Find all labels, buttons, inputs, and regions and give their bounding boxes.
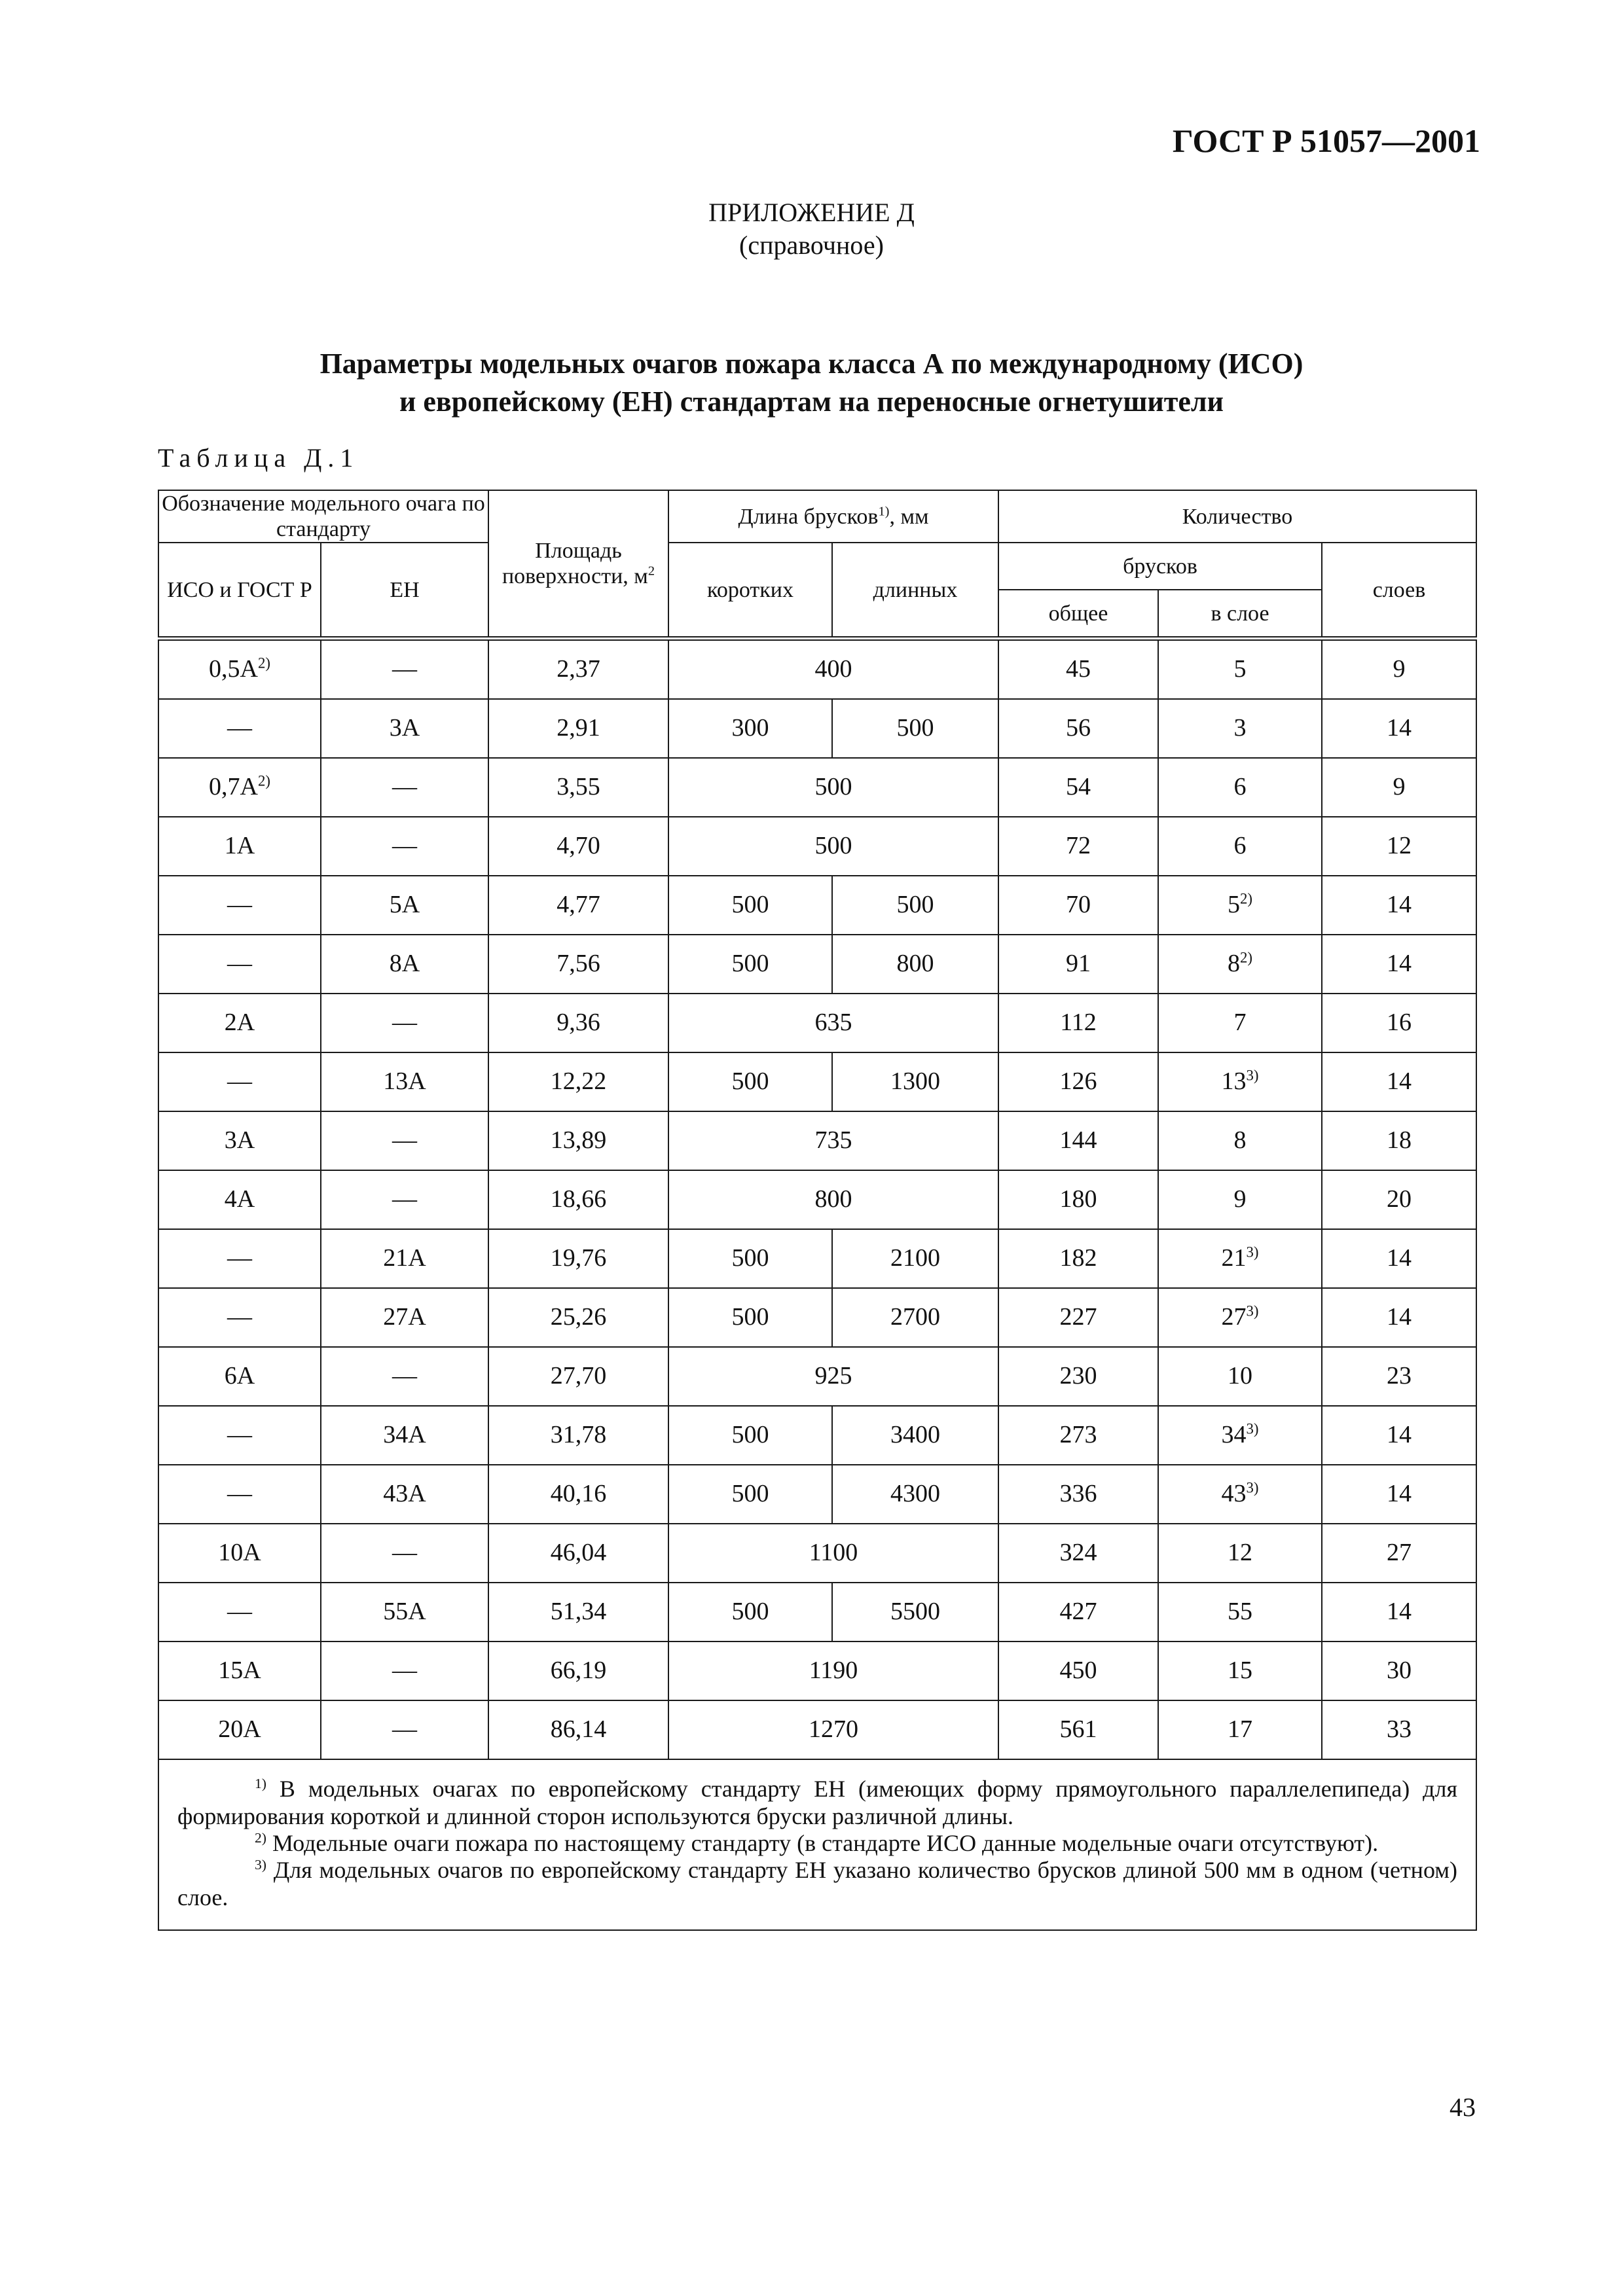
cell-en: 34А <box>321 1406 488 1465</box>
cell-total: 561 <box>998 1700 1158 1759</box>
table-row <box>158 758 1476 817</box>
cell-length: 1270 <box>668 1700 998 1759</box>
cell-layers: 14 <box>1322 876 1476 935</box>
table-row <box>158 1288 1476 1347</box>
cell-total: 70 <box>998 876 1158 935</box>
cell-in-layer: 8 <box>1158 1111 1322 1170</box>
footnote-1: $^{1)}$ В модельных очагах по европейскому стандарту ЕН (имеющих форму прямоугольного параллелепипеда) для формирования короткой и длинной сторон используются бруски различной длины. <box>177 1776 1458 1829</box>
table-row <box>158 817 1476 876</box>
cell-layers: 14 <box>1322 935 1476 994</box>
cell-area: 27,70 <box>488 1347 668 1406</box>
cell-area: 51,34 <box>488 1583 668 1641</box>
cell-in-layer: 6 <box>1158 758 1322 817</box>
cell-en: 55А <box>321 1583 488 1641</box>
table-body <box>158 639 1476 1760</box>
cell-in-layer: 9 <box>1158 1170 1322 1229</box>
table-row <box>158 1524 1476 1583</box>
cell-en: — <box>321 1700 488 1759</box>
cell-layers: 30 <box>1322 1641 1476 1700</box>
cell-iso-gost: — <box>158 876 321 935</box>
cell-in-layer: 10 <box>1158 1347 1322 1406</box>
cell-in-layer: 5 <box>1158 639 1322 700</box>
cell-total: 324 <box>998 1524 1158 1583</box>
cell-en: 27А <box>321 1288 488 1347</box>
cell-area: 19,76 <box>488 1229 668 1288</box>
cell-in-layer: 12 <box>1158 1524 1322 1583</box>
cell-iso-gost: 15А <box>158 1641 321 1700</box>
cell-area: 4,70 <box>488 817 668 876</box>
cell-in-layer: 15 <box>1158 1641 1322 1700</box>
cell-short: 500 <box>668 935 832 994</box>
cell-in-layer: 3 <box>1158 699 1322 758</box>
cell-length: 925 <box>668 1347 998 1406</box>
cell-area: 7,56 <box>488 935 668 994</box>
cell-en: — <box>321 639 488 700</box>
cell-short: 500 <box>668 1288 832 1347</box>
cell-layers: 33 <box>1322 1700 1476 1759</box>
cell-long: 500 <box>832 876 998 935</box>
cell-iso-gost: 1А <box>158 817 321 876</box>
header-quantity: Количество <box>998 490 1476 543</box>
cell-en: — <box>321 817 488 876</box>
footnotes <box>158 1759 1476 1930</box>
cell-iso-gost: 2А <box>158 994 321 1052</box>
cell-en: — <box>321 758 488 817</box>
cell-en: 13А <box>321 1052 488 1111</box>
cell-short: 500 <box>668 1465 832 1524</box>
cell-iso-gost: — <box>158 1052 321 1111</box>
cell-short: 500 <box>668 1229 832 1288</box>
footnote-3: $^{3)}$ Для модельных очагов по европейскому стандарту ЕН указано количество брусков длиной 500 мм в одном (четном) слое. <box>177 1857 1458 1910</box>
cell-in-layer: 55 <box>1158 1583 1322 1641</box>
cell-length: 800 <box>668 1170 998 1229</box>
cell-layers: 14 <box>1322 1288 1476 1347</box>
cell-en: 21А <box>321 1229 488 1288</box>
area-unit-superscript: 2 <box>647 564 655 579</box>
header-short: коротких <box>668 543 832 639</box>
cell-layers: 14 <box>1322 1465 1476 1524</box>
cell-iso-gost: 10А <box>158 1524 321 1583</box>
table-row <box>158 1700 1476 1759</box>
cell-length: 635 <box>668 994 998 1052</box>
cell-total: 144 <box>998 1111 1158 1170</box>
cell-en: 43А <box>321 1465 488 1524</box>
cell-total: 45 <box>998 639 1158 700</box>
cell-area: 13,89 <box>488 1111 668 1170</box>
cell-iso-gost: $0,7А^{2)}$ <box>158 758 321 817</box>
cell-short: 500 <box>668 1052 832 1111</box>
cell-short: 500 <box>668 1583 832 1641</box>
table-row <box>158 1052 1476 1111</box>
table-row <box>158 1347 1476 1406</box>
cell-total: 182 <box>998 1229 1158 1288</box>
cell-length: 400 <box>668 639 998 700</box>
cell-layers: 20 <box>1322 1170 1476 1229</box>
header-designation: Обозначение модельного очага по стандарту <box>158 490 488 543</box>
cell-en: — <box>321 1641 488 1700</box>
cell-in-layer: 8$^{2)}$ <box>1158 935 1322 994</box>
cell-area: 46,04 <box>488 1524 668 1583</box>
header-total: общее <box>998 590 1158 639</box>
cell-layers: 14 <box>1322 1052 1476 1111</box>
cell-layers: 14 <box>1322 1406 1476 1465</box>
appendix-heading <box>0 196 1623 262</box>
cell-total: 227 <box>998 1288 1158 1347</box>
cell-length: 1100 <box>668 1524 998 1583</box>
cell-area: 9,36 <box>488 994 668 1052</box>
cell-area: 4,77 <box>488 876 668 935</box>
table-row <box>158 1111 1476 1170</box>
cell-in-layer: 7 <box>1158 994 1322 1052</box>
table-row <box>158 1406 1476 1465</box>
cell-layers: 14 <box>1322 1229 1476 1288</box>
cell-short: 300 <box>668 699 832 758</box>
appendix-subtitle: (справочное) <box>739 230 884 260</box>
cell-en: 5А <box>321 876 488 935</box>
cell-in-layer: 17 <box>1158 1700 1322 1759</box>
document-title-line2: и европейскому (ЕН) стандартам на переносные огнетушители <box>399 386 1224 418</box>
cell-total: 54 <box>998 758 1158 817</box>
appendix-title: ПРИЛОЖЕНИЕ Д <box>708 198 915 227</box>
cell-length: 1190 <box>668 1641 998 1700</box>
cell-iso-gost: 3А <box>158 1111 321 1170</box>
cell-short: 500 <box>668 1406 832 1465</box>
cell-long: 1300 <box>832 1052 998 1111</box>
table-row <box>158 935 1476 994</box>
cell-in-layer: 13$^{3)}$ <box>1158 1052 1322 1111</box>
cell-long: 5500 <box>832 1583 998 1641</box>
cell-total: 72 <box>998 817 1158 876</box>
cell-en: — <box>321 1524 488 1583</box>
cell-en: — <box>321 1170 488 1229</box>
document-title <box>0 345 1623 421</box>
footnote-2: $^{2)}$ Модельные очаги пожара по настоящему стандарту (в стандарте ИСО данные модельные очаги отсутствуют). <box>255 1829 1379 1856</box>
cell-area: 2,37 <box>488 639 668 700</box>
cell-area: 18,66 <box>488 1170 668 1229</box>
cell-iso-gost: — <box>158 935 321 994</box>
cell-area: 86,14 <box>488 1700 668 1759</box>
cell-total: 126 <box>998 1052 1158 1111</box>
cell-iso-gost: — <box>158 1465 321 1524</box>
cell-total: 450 <box>998 1641 1158 1700</box>
cell-in-layer: 6 <box>1158 817 1322 876</box>
cell-iso-gost: 6А <box>158 1347 321 1406</box>
header-bars: брусков <box>998 543 1322 590</box>
cell-layers: 9 <box>1322 639 1476 700</box>
cell-en: — <box>321 1347 488 1406</box>
cell-en: 8А <box>321 935 488 994</box>
cell-area: 3,55 <box>488 758 668 817</box>
cell-en: — <box>321 994 488 1052</box>
table-row <box>158 699 1476 758</box>
cell-length: 500 <box>668 758 998 817</box>
cell-in-layer: 43$^{3)}$ <box>1158 1465 1322 1524</box>
cell-long: 2100 <box>832 1229 998 1288</box>
table-label: Таблица Д.1 <box>158 443 359 473</box>
cell-long: 2700 <box>832 1288 998 1347</box>
cell-in-layer: 5$^{2)}$ <box>1158 876 1322 935</box>
page-number: 43 <box>1450 2092 1476 2122</box>
header-area: Площадь поверхности, $м^2$ <box>488 490 668 639</box>
cell-iso-gost: — <box>158 1288 321 1347</box>
cell-iso-gost: $0,5А^{2)}$ <box>158 639 321 700</box>
header-in-layer: в слое <box>1158 590 1322 639</box>
cell-long: 3400 <box>832 1406 998 1465</box>
model-fires-table <box>158 490 1477 1931</box>
cell-long: 800 <box>832 935 998 994</box>
cell-total: 112 <box>998 994 1158 1052</box>
cell-length: 500 <box>668 817 998 876</box>
header-long: длинных <box>832 543 998 639</box>
cell-long: 4300 <box>832 1465 998 1524</box>
header-length: Длина брусков$^{1)}$, мм <box>668 490 998 543</box>
header-en: ЕН <box>321 543 488 639</box>
cell-total: 91 <box>998 935 1158 994</box>
cell-layers: 23 <box>1322 1347 1476 1406</box>
table-row <box>158 1465 1476 1524</box>
table-row <box>158 1229 1476 1288</box>
cell-layers: 18 <box>1322 1111 1476 1170</box>
cell-total: 230 <box>998 1347 1158 1406</box>
cell-layers: 16 <box>1322 994 1476 1052</box>
cell-area: 31,78 <box>488 1406 668 1465</box>
cell-in-layer: 27$^{3)}$ <box>1158 1288 1322 1347</box>
cell-iso-gost: — <box>158 1583 321 1641</box>
table-row <box>158 1583 1476 1641</box>
cell-iso-gost: — <box>158 1406 321 1465</box>
cell-iso-gost: — <box>158 699 321 758</box>
cell-in-layer: 21$^{3)}$ <box>1158 1229 1322 1288</box>
header-iso-gost: ИСО и ГОСТ Р <box>158 543 321 639</box>
cell-area: 12,22 <box>488 1052 668 1111</box>
cell-layers: 14 <box>1322 699 1476 758</box>
header-layers: слоев <box>1322 543 1476 639</box>
cell-short: 500 <box>668 876 832 935</box>
cell-iso-gost: 20А <box>158 1700 321 1759</box>
cell-total: 273 <box>998 1406 1158 1465</box>
cell-long: 500 <box>832 699 998 758</box>
cell-area: 40,16 <box>488 1465 668 1524</box>
table-row <box>158 876 1476 935</box>
cell-iso-gost: — <box>158 1229 321 1288</box>
table-row <box>158 994 1476 1052</box>
cell-iso-gost: 4А <box>158 1170 321 1229</box>
standard-code: ГОСТ Р 51057—2001 <box>1172 122 1480 159</box>
cell-length: 735 <box>668 1111 998 1170</box>
cell-in-layer: 34$^{3)}$ <box>1158 1406 1322 1465</box>
cell-en: 3А <box>321 699 488 758</box>
cell-total: 180 <box>998 1170 1158 1229</box>
table-row <box>158 639 1476 700</box>
cell-total: 56 <box>998 699 1158 758</box>
cell-total: 427 <box>998 1583 1158 1641</box>
cell-layers: 27 <box>1322 1524 1476 1583</box>
cell-total: 336 <box>998 1465 1158 1524</box>
table-row <box>158 1170 1476 1229</box>
document-title-line1: Параметры модельных очагов пожара класса А по международному (ИСО) <box>319 348 1304 380</box>
cell-area: 25,26 <box>488 1288 668 1347</box>
table-row <box>158 1641 1476 1700</box>
length-footnote-ref: 1) <box>878 504 890 519</box>
cell-layers: 12 <box>1322 817 1476 876</box>
cell-area: 66,19 <box>488 1641 668 1700</box>
cell-en: — <box>321 1111 488 1170</box>
cell-area: 2,91 <box>488 699 668 758</box>
cell-layers: 9 <box>1322 758 1476 817</box>
cell-layers: 14 <box>1322 1583 1476 1641</box>
